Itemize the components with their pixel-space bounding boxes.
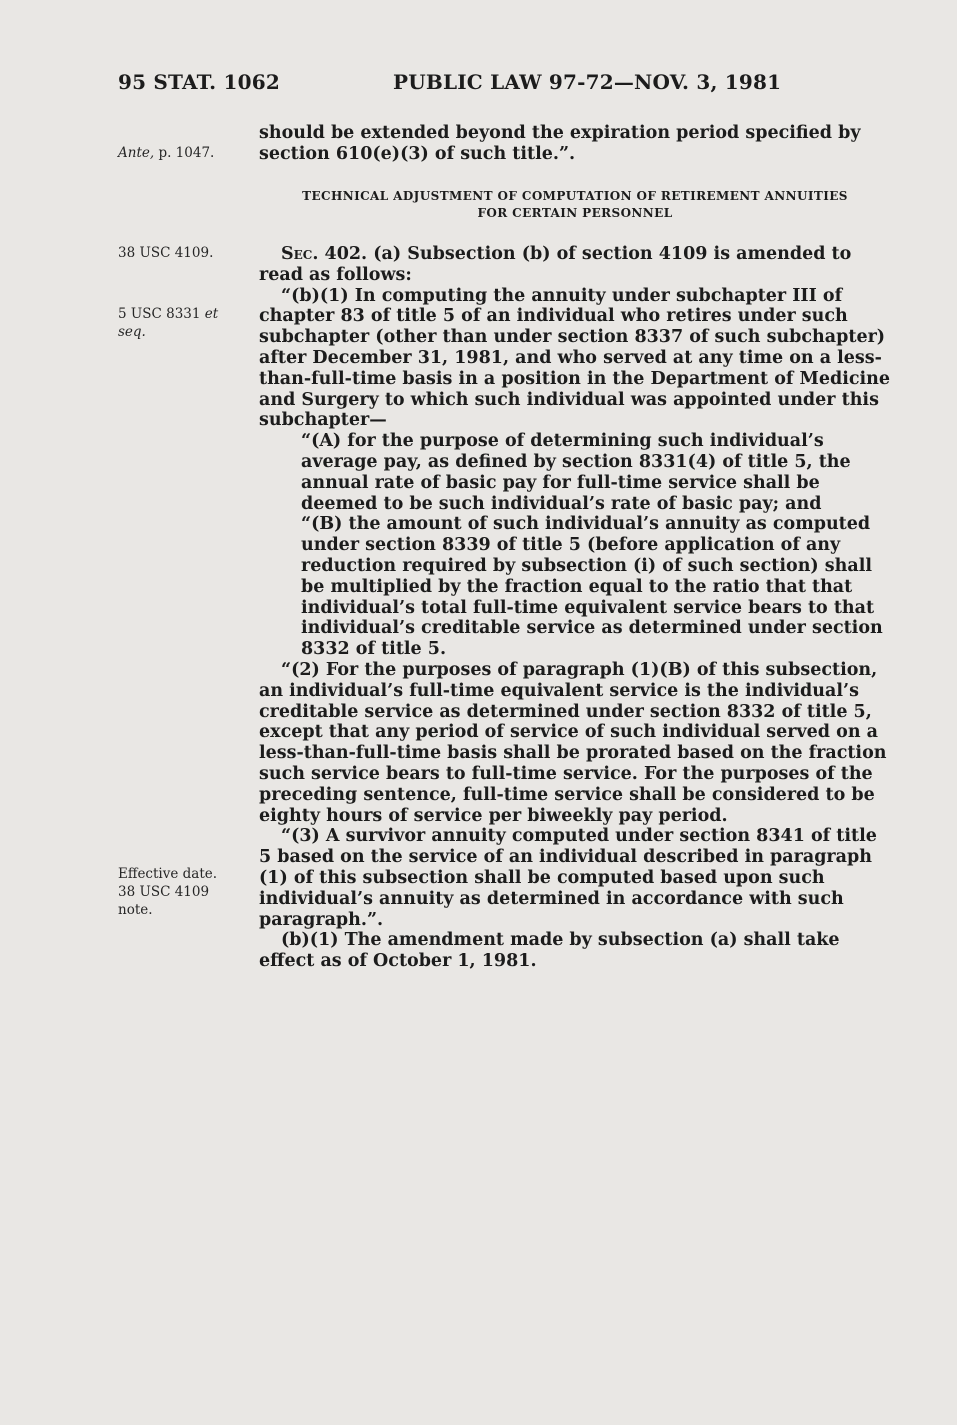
section-402-intro [259,244,891,286]
continuation-paragraph [259,123,891,165]
margin-note-effective-line3: note. [118,902,153,918]
margin-note-ante-italic: Ante, [118,145,155,161]
margin-note-et: et [204,306,219,322]
margin-note-ante [118,144,214,162]
margin-note-5-usc-8331-line1 [118,305,218,323]
margin-note-effective-line2: 38 USC 4109 [118,884,210,900]
margin-note-5-usc-8331-ref: 5 USC 8331 [118,306,205,322]
margin-note-5-usc-8331-line2 [118,323,218,341]
section-heading-line1: TECHNICAL ADJUSTMENT OF COMPUTATION OF RETIREMENT ANNUITIES [302,189,848,203]
paragraph-b1: “(b)(1) In computing the annuity under subchapter III of chapter 83 of title 5 of an individual who retires under such subchapter (other than under section 8337 of such subchapter) after December 31, 1981, and who served at any time on a less-than-full-time basis in a position in the Department of Medicine and Surgery to which such individual was appointed under this subchapter— [259,285,891,431]
section-402-body [259,244,891,972]
subparagraph-A: “(A) for the purpose of determining such individual’s average pay, as defined by section 8331(4) of title 5, the annual rate of basic pay for full-time service shall be deemed to be such individual’s rate of basic pay; and [301,431,851,514]
section-intro-text: (a) Subsection (b) of section 4109 is amended to read as follows: [259,244,852,285]
effective-date-paragraph: (b)(1) The amendment made by subsection (a) shall take effect as of October 1, 1981. [259,930,840,972]
section-heading-line2: FOR CERTAIN PERSONNEL [477,206,673,220]
public-law-header: PUBLIC LAW 97-72—NOV. 3, 1981 [393,70,782,94]
margin-note-effective-date [118,865,217,919]
statute-page-number: 95 STAT. 1062 [118,70,280,94]
margin-note-seq: seq. [118,324,146,340]
section-label: Sec. 402. [281,244,368,264]
margin-note-5-usc-8331 [118,305,218,341]
paragraph-3: “(3) A survivor annuity computed under section 8341 of title 5 based on the service of an individual described in paragraph (1) of this subsection shall be computed based upon such individual’s annuity as determined in accordance with such paragraph.”. [259,826,877,930]
margin-note-38-usc-4109: 38 USC 4109. [118,245,214,261]
paragraph-2: “(2) For the purposes of paragraph (1)(B) of this subsection, an individual’s full-time equivalent service is the individual’s creditable service as determined under section 8332 of title 5, except that any period of service of such individual served on a less-than-full-time basis shall be prorated based on the fraction such service bears to full-time service. For the purposes of the preceding sentence, full-time service shall be considered to be eighty hours of service per biweekly pay period. [259,659,887,826]
section-heading [259,188,891,222]
subparagraph-B: “(B) the amount of such individual’s annuity as computed under section 8339 of title 5 (before application of any reduction required by subsection (i) of such section) shall be multiplied by the fraction equal to the ratio that that individual’s total full-time equivalent service bears to that individual’s creditable service as determined under section 8332 of title 5. [301,514,883,660]
margin-note-effective-line1: Effective date. [118,866,218,882]
continuation-text: should be extended beyond the expiration period specified by section 610(e)(3) of such title.”. [259,123,861,164]
margin-note-ante-page: p. 1047. [154,145,215,161]
